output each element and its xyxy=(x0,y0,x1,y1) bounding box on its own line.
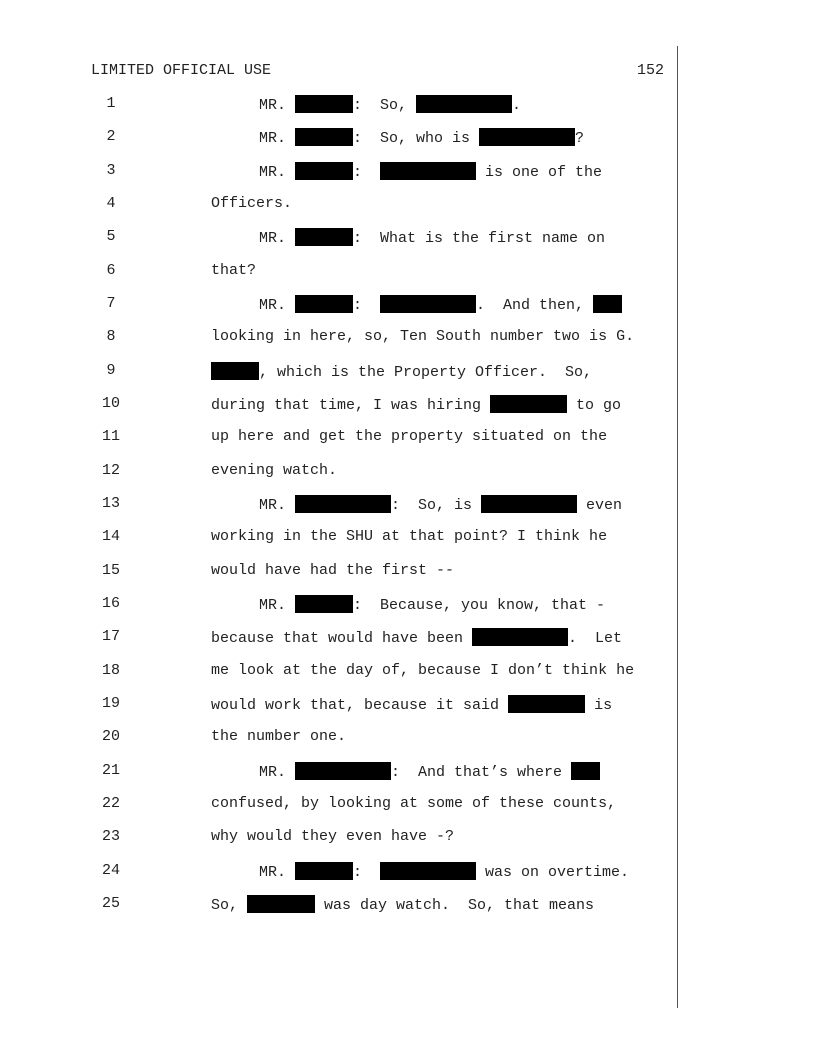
line-text xyxy=(259,228,605,247)
text-segment: evening watch. xyxy=(211,462,338,479)
text-segment: MR. xyxy=(259,497,296,514)
text-segment: confused, by looking at some of these counts, xyxy=(211,795,617,812)
text-segment: MR. xyxy=(259,230,296,247)
transcript-line xyxy=(0,395,676,415)
line-number: 14 xyxy=(101,528,120,545)
line-number: 16 xyxy=(101,595,120,612)
text-segment: : xyxy=(353,297,381,314)
redaction-box xyxy=(490,395,567,413)
redaction-box xyxy=(416,95,512,113)
line-text xyxy=(259,762,600,781)
text-segment: So, xyxy=(211,897,248,914)
text-segment: MR. xyxy=(259,297,296,314)
text-segment: working in the SHU at that point? I think he xyxy=(211,528,608,545)
line-text xyxy=(211,362,592,381)
text-segment: up here and get the property situated on the xyxy=(211,428,608,445)
redaction-box xyxy=(247,895,315,913)
line-number: 2 xyxy=(106,128,116,145)
transcript-line xyxy=(0,262,676,282)
line-text xyxy=(259,862,629,881)
transcript-line xyxy=(0,295,676,315)
text-segment: would have had the first -- xyxy=(211,562,455,579)
line-number: 8 xyxy=(106,328,116,345)
line-number: 20 xyxy=(101,728,120,745)
page-number: 152 xyxy=(637,62,665,79)
transcript-line xyxy=(0,362,676,382)
text-segment: . Let xyxy=(568,630,623,647)
transcript-line xyxy=(0,895,676,915)
text-segment: why would they even have -? xyxy=(211,828,455,845)
text-segment: looking in here, so, Ten South number two is G. xyxy=(211,328,635,345)
line-text xyxy=(211,395,621,414)
redaction-box xyxy=(295,95,353,113)
redaction-box xyxy=(380,862,476,880)
text-segment: to go xyxy=(567,397,622,414)
text-segment: is one of the xyxy=(476,164,603,181)
transcript-line xyxy=(0,728,676,748)
text-segment: would work that, because it said xyxy=(211,697,509,714)
line-text xyxy=(259,595,605,614)
line-number: 9 xyxy=(106,362,116,379)
line-number: 12 xyxy=(101,462,120,479)
text-segment: me look at the day of, because I don’t think he xyxy=(211,662,635,679)
text-segment: . And then, xyxy=(476,297,594,314)
text-segment: MR. xyxy=(259,164,296,181)
line-number: 23 xyxy=(101,828,120,845)
line-text xyxy=(211,428,607,445)
redaction-box xyxy=(295,862,353,880)
text-segment: MR. xyxy=(259,864,296,881)
transcript-line xyxy=(0,162,676,182)
text-segment: the number one. xyxy=(211,728,347,745)
transcript-line xyxy=(0,595,676,615)
line-text xyxy=(259,295,622,314)
transcript-line xyxy=(0,128,676,148)
line-number: 6 xyxy=(106,262,116,279)
line-text xyxy=(259,162,602,181)
redaction-box xyxy=(295,228,353,246)
text-segment: MR. xyxy=(259,130,296,147)
text-segment: MR. xyxy=(259,97,296,114)
transcript-line xyxy=(0,328,676,348)
transcript-line xyxy=(0,862,676,882)
line-number: 15 xyxy=(101,562,120,579)
text-segment: : xyxy=(353,864,381,881)
line-number: 7 xyxy=(106,295,116,312)
line-text xyxy=(259,128,584,147)
text-segment: during that time, I was hiring xyxy=(211,397,491,414)
redaction-box xyxy=(508,695,585,713)
transcript-line xyxy=(0,628,676,648)
text-segment: : Because, you know, that - xyxy=(353,597,606,614)
line-number: 24 xyxy=(101,862,120,879)
line-number: 10 xyxy=(101,395,120,412)
redaction-box xyxy=(295,595,353,613)
line-number: 19 xyxy=(101,695,120,712)
line-number: 13 xyxy=(101,495,120,512)
text-segment: was day watch. So, that means xyxy=(315,897,595,914)
text-segment: because that would have been xyxy=(211,630,473,647)
transcript-line xyxy=(0,495,676,515)
line-number: 3 xyxy=(106,162,116,179)
text-segment: ? xyxy=(575,130,585,147)
line-text xyxy=(211,895,594,914)
line-number: 25 xyxy=(101,895,120,912)
transcript-line xyxy=(0,662,676,682)
redaction-box xyxy=(593,295,622,313)
text-segment: : So, xyxy=(353,97,417,114)
line-number: 18 xyxy=(101,662,120,679)
redaction-box xyxy=(295,162,353,180)
text-segment: was on overtime. xyxy=(476,864,630,881)
redaction-box xyxy=(479,128,575,146)
redaction-box xyxy=(295,495,391,513)
text-segment: Officers. xyxy=(211,195,293,212)
redaction-box xyxy=(211,362,259,380)
line-text xyxy=(259,495,622,514)
text-segment: : And that’s where xyxy=(391,764,572,781)
line-text xyxy=(259,95,521,114)
text-segment: even xyxy=(577,497,623,514)
line-text xyxy=(211,828,454,845)
transcript-line xyxy=(0,795,676,815)
line-number: 4 xyxy=(106,195,116,212)
line-text xyxy=(211,628,622,647)
transcript-line xyxy=(0,195,676,215)
line-number: 1 xyxy=(106,95,116,112)
page-header-label: LIMITED OFFICIAL USE xyxy=(91,62,272,79)
transcript-line xyxy=(0,695,676,715)
line-text xyxy=(211,695,612,714)
line-text xyxy=(211,528,607,545)
transcript-line xyxy=(0,828,676,848)
text-segment: : So, is xyxy=(391,497,482,514)
line-number: 21 xyxy=(101,762,120,779)
text-segment: : xyxy=(353,164,381,181)
text-segment: that? xyxy=(211,262,257,279)
text-segment: MR. xyxy=(259,597,296,614)
line-number: 17 xyxy=(101,628,120,645)
transcript-line xyxy=(0,428,676,448)
line-text xyxy=(211,728,346,745)
text-segment: MR. xyxy=(259,764,296,781)
transcript-line xyxy=(0,462,676,482)
line-number: 5 xyxy=(106,228,116,245)
transcript-line xyxy=(0,562,676,582)
transcript-line xyxy=(0,228,676,248)
line-text xyxy=(211,562,454,579)
redaction-box xyxy=(481,495,577,513)
transcript-line xyxy=(0,95,676,115)
redaction-box xyxy=(571,762,600,780)
line-text xyxy=(211,262,256,279)
line-text xyxy=(211,195,292,212)
line-text xyxy=(211,462,337,479)
line-number: 22 xyxy=(101,795,120,812)
right-margin-rule xyxy=(677,46,678,1008)
text-segment: is xyxy=(585,697,613,714)
transcript-line xyxy=(0,528,676,548)
redaction-box xyxy=(472,628,568,646)
text-segment: . xyxy=(512,97,522,114)
text-segment: , which is the Property Officer. So, xyxy=(259,364,593,381)
line-number: 11 xyxy=(101,428,120,445)
transcript-line xyxy=(0,762,676,782)
redaction-box xyxy=(380,295,476,313)
redaction-box xyxy=(295,295,353,313)
text-segment: : What is the first name on xyxy=(353,230,606,247)
line-text xyxy=(211,328,634,345)
line-text xyxy=(211,795,616,812)
redaction-box xyxy=(295,762,391,780)
redaction-box xyxy=(295,128,353,146)
line-text xyxy=(211,662,634,679)
text-segment: : So, who is xyxy=(353,130,480,147)
redaction-box xyxy=(380,162,476,180)
